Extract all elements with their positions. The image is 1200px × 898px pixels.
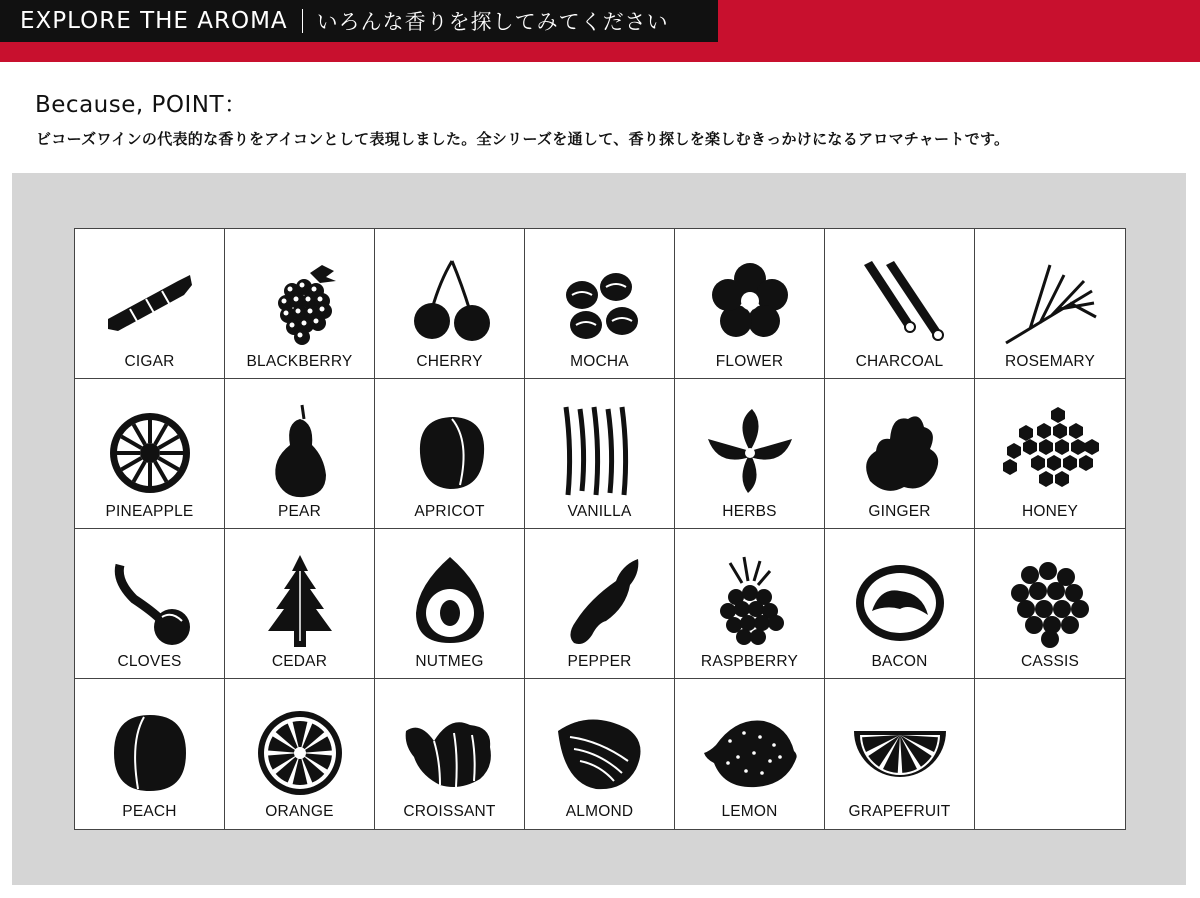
aroma-tile-herbs xyxy=(675,379,825,529)
bacon-icon xyxy=(850,551,950,651)
aroma-label: VANILLA xyxy=(567,503,632,520)
cloves-icon xyxy=(100,551,200,651)
aroma-label: LEMON xyxy=(721,803,778,820)
nutmeg-icon xyxy=(400,551,500,651)
aroma-label: MOCHA xyxy=(570,353,629,370)
header-title: EXPLORE THE AROMA xyxy=(20,8,288,34)
croissant-icon xyxy=(400,701,500,801)
aroma-label: RASPBERRY xyxy=(700,653,799,670)
aroma-tile-pear xyxy=(225,379,375,529)
aroma-label: CROISSANT xyxy=(403,803,496,820)
header-divider xyxy=(302,9,303,33)
aroma-tile-pepper xyxy=(525,529,675,679)
aroma-label: GRAPEFRUIT xyxy=(848,803,951,820)
aroma-label: ROSEMARY xyxy=(1004,353,1096,370)
aroma-label: BACON xyxy=(871,653,928,670)
pineapple-icon xyxy=(100,401,200,501)
header-bar xyxy=(0,0,1200,62)
aroma-tile-grapefruit xyxy=(825,679,975,829)
peach-icon xyxy=(100,701,200,801)
almond-icon xyxy=(550,701,650,801)
aroma-tile-croissant xyxy=(375,679,525,829)
cherry-icon xyxy=(400,251,500,351)
orange-icon xyxy=(250,701,350,801)
header-subtitle: いろんな香りを探してみてください xyxy=(316,10,669,34)
aroma-tile-cassis xyxy=(975,529,1125,679)
aroma-label: HONEY xyxy=(1021,503,1079,520)
aroma-grid xyxy=(75,229,1125,829)
header-title-box xyxy=(0,0,718,42)
apricot-icon xyxy=(400,401,500,501)
aroma-label: PEACH xyxy=(122,803,177,820)
cassis-icon xyxy=(1000,551,1100,651)
aroma-label: CASSIS xyxy=(1020,653,1080,670)
aroma-tile-almond xyxy=(525,679,675,829)
cigar-icon xyxy=(100,251,200,351)
aroma-tile-lemon xyxy=(675,679,825,829)
aroma-label: GINGER xyxy=(868,503,931,520)
aroma-tile-blackberry xyxy=(225,229,375,379)
aroma-tile-flower xyxy=(675,229,825,379)
aroma-tile-cigar xyxy=(75,229,225,379)
honey-icon xyxy=(1000,401,1100,501)
aroma-label: HERBS xyxy=(722,503,777,520)
aroma-label: CIGAR xyxy=(124,353,175,370)
mocha-icon xyxy=(550,251,650,351)
vanilla-icon xyxy=(550,401,650,501)
aroma-tile-cedar xyxy=(225,529,375,679)
aroma-label: PINEAPPLE xyxy=(105,503,194,520)
aroma-label: CLOVES xyxy=(117,653,182,670)
aroma-tile-charcoal xyxy=(825,229,975,379)
blackberry-icon xyxy=(250,251,350,351)
cedar-icon xyxy=(250,551,350,651)
aroma-label: ALMOND xyxy=(565,803,634,820)
aroma-label: BLACKBERRY xyxy=(246,353,353,370)
lemon-icon xyxy=(700,701,800,801)
flower-icon xyxy=(700,251,800,351)
aroma-tile-bacon xyxy=(825,529,975,679)
aroma-label: PEPPER xyxy=(567,653,632,670)
rosemary-icon xyxy=(1000,251,1100,351)
aroma-tile-orange xyxy=(225,679,375,829)
aroma-tile-cloves xyxy=(75,529,225,679)
aroma-tile-vanilla xyxy=(525,379,675,529)
aroma-label: CHERRY xyxy=(416,353,483,370)
aroma-tile-rosemary xyxy=(975,229,1125,379)
aroma-label: CEDAR xyxy=(271,653,328,670)
pear-icon xyxy=(250,401,350,501)
aroma-tile-peach xyxy=(75,679,225,829)
pepper-icon xyxy=(550,551,650,651)
aroma-tile-ginger xyxy=(825,379,975,529)
aroma-label: ORANGE xyxy=(265,803,334,820)
aroma-tile-honey xyxy=(975,379,1125,529)
empty-tile xyxy=(975,679,1125,829)
aroma-label: FLOWER xyxy=(715,353,784,370)
aroma-tile-nutmeg xyxy=(375,529,525,679)
aroma-label: APRICOT xyxy=(414,503,485,520)
aroma-tile-apricot xyxy=(375,379,525,529)
raspberry-icon xyxy=(700,551,800,651)
charcoal-icon xyxy=(850,251,950,351)
aroma-tile-pineapple xyxy=(75,379,225,529)
aroma-tile-mocha xyxy=(525,229,675,379)
aroma-tile-cherry xyxy=(375,229,525,379)
grapefruit-icon xyxy=(850,701,950,801)
point-heading: Because, POINT： xyxy=(35,92,248,118)
aroma-label: CHARCOAL xyxy=(855,353,944,370)
aroma-tile-raspberry xyxy=(675,529,825,679)
aroma-label: NUTMEG xyxy=(415,653,484,670)
point-description: ビコーズワインの代表的な香りをアイコンとして表現しました。全シリーズを通して、香り探しを楽しむきっかけになるアロマチャートです。 xyxy=(36,130,1010,148)
herbs-icon xyxy=(700,401,800,501)
ginger-icon xyxy=(850,401,950,501)
aroma-label: PEAR xyxy=(277,503,321,520)
